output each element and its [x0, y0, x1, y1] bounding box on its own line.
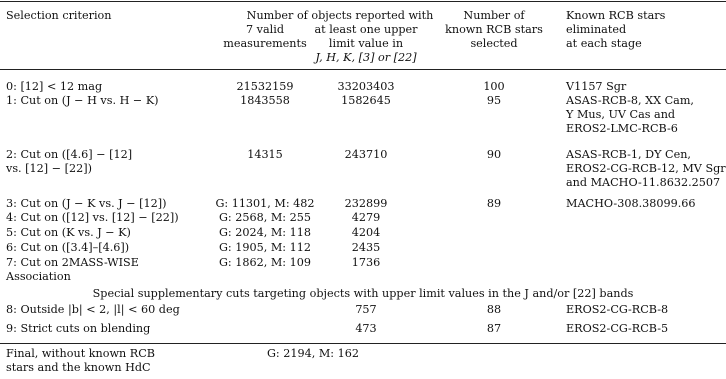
row-criterion: 9: Strict cuts on blending	[6, 322, 151, 335]
row-criterion: Final, without known RCB stars and the known HdC	[6, 347, 156, 374]
row-upper-count: 1582645	[341, 94, 391, 107]
row-criterion: 8: Outside |b| < 2, |l| < 60 deg	[6, 303, 180, 316]
row-eliminated: MACHO-308.38099.66	[566, 197, 696, 210]
row-upper-count: 232899	[344, 197, 388, 210]
row-criterion: 2: Cut on ([4.6] − [12] vs. [12] − [22])	[6, 148, 133, 175]
special-cuts-caption: Special supplementary cuts targeting objects with upper limit values in the J and/or [22] bands	[92, 287, 634, 300]
row-criterion: 1: Cut on (J − H vs. H − K)	[6, 94, 159, 107]
row-valid-count: G: 2024, M: 118	[219, 226, 311, 239]
row-eliminated: ASAS-RCB-1, DY Cen, EROS2-CG-RCB-12, MV Sgr and MACHO-11.8632.2507	[566, 148, 726, 189]
col-header-valid-measurements: 7 valid measurements	[223, 23, 307, 50]
row-criterion: 3: Cut on (J − K vs. J − [12])	[6, 197, 167, 210]
row-upper-count: 2435	[351, 241, 381, 254]
row-criterion: 7: Cut on 2MASS-WISE Association	[6, 256, 139, 283]
row-eliminated: EROS2-CG-RCB-8	[566, 303, 669, 316]
row-valid-count: G: 1862, M: 109	[219, 256, 311, 269]
row-known-count: 87	[486, 322, 502, 335]
row-criterion: 4: Cut on ([12] vs. [12] − [22])	[6, 211, 179, 224]
row-upper-count: 243710	[344, 148, 388, 161]
row-criterion: 6: Cut on ([3.4]–[4.6])	[6, 241, 130, 254]
col-header-selection-criterion: Selection criterion	[6, 9, 112, 22]
row-valid-count: G: 11301, M: 482	[215, 197, 315, 210]
row-valid-count: 1843558	[240, 94, 290, 107]
final-rule	[0, 343, 726, 344]
row-valid-count: 21532159	[236, 80, 294, 93]
row-known-count: 100	[483, 80, 505, 93]
row-criterion: 0: [12] < 12 mag	[6, 80, 103, 93]
row-upper-count: 4279	[351, 211, 381, 224]
row-known-count: 95	[486, 94, 502, 107]
row-upper-count: 473	[355, 322, 377, 335]
row-upper-count: 33203403	[337, 80, 395, 93]
col-header-upper-limit: at least one upper limit value in J, H, K, [3] or [22]	[314, 23, 418, 64]
table-top-rule	[0, 1, 726, 2]
row-upper-count: 4204	[351, 226, 381, 239]
row-known-count: 89	[486, 197, 502, 210]
row-eliminated: ASAS-RCB-8, XX Cam, Y Mus, UV Cas and EROS2-LMC-RCB-6	[566, 94, 694, 135]
col-header-number-of-objects: Number of objects reported with	[246, 9, 434, 22]
row-valid-count: G: 2568, M: 255	[219, 211, 311, 224]
row-valid-count: G: 2194, M: 162	[267, 347, 359, 360]
row-valid-count: 14315	[247, 148, 283, 161]
row-upper-count: 757	[355, 303, 377, 316]
row-eliminated: EROS2-CG-RCB-5	[566, 322, 669, 335]
header-rule	[0, 69, 726, 70]
col-header-known-rcb-selected: Number of known RCB stars selected	[445, 9, 543, 50]
col-header-known-rcb-eliminated: Known RCB stars eliminated at each stage	[566, 9, 666, 50]
row-eliminated: V1157 Sgr	[566, 80, 627, 93]
row-known-count: 88	[486, 303, 502, 316]
row-criterion: 5: Cut on (K vs. J − K)	[6, 226, 131, 239]
row-known-count: 90	[486, 148, 502, 161]
row-valid-count: G: 1905, M: 112	[219, 241, 311, 254]
row-upper-count: 1736	[351, 256, 381, 269]
